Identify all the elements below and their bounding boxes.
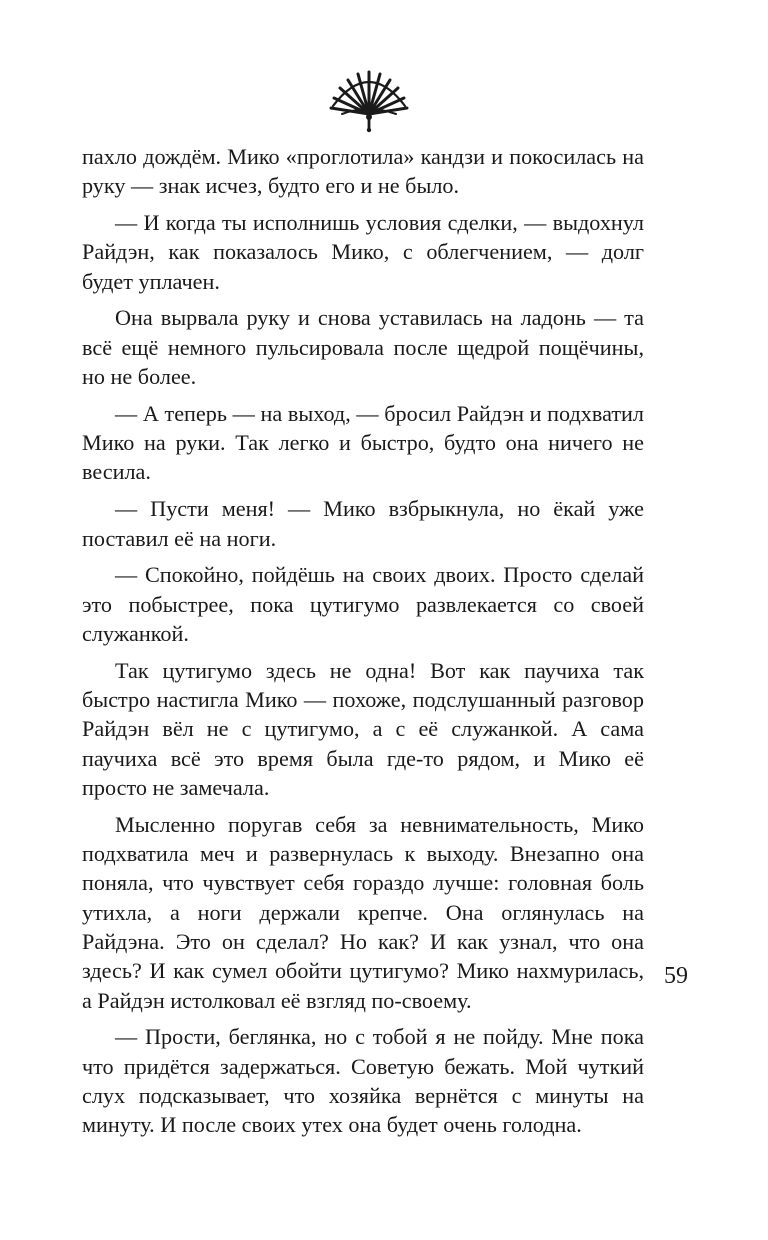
paragraph: пахло дождём. Мико «проглотила» кандзи и покосилась на руку — знак исчез, будто его и не было.	[82, 144, 644, 199]
paragraph: — Прости, беглянка, но с тобой я не пойду. Мне пока что придётся задержаться. Советую бежать. Мой чуткий слух подсказывает, что хозяйка вернётся с минуты на минуту. И после своих утех она будет очень голодна.	[82, 1024, 644, 1138]
paragraph: Мысленно поругав себя за невнимательность, Мико подхватила меч и развернулась к выходу. Внезапно она поняла, что чувствует себя гораздо лучше: головная боль утихла, а ноги держали крепче. Она оглянулась на Райдэна. Это он сделал? Но как? И как узнал, что она здесь? И как сумел обойти цутигумо? Мико нахмурилась, а Райдэн истолковал её взгляд по-своему.	[82, 811, 644, 1013]
paragraph: — И когда ты исполнишь условия сделки, — выдохнул Райдэн, как показалось Мико, с облегчением, — долг будет уплачен.	[82, 210, 644, 294]
paragraph: Она вырвала руку и снова уставилась на ладонь — та всё ещё немного пульсировала после щедрой пощёчины, но не более.	[82, 305, 644, 390]
paragraph: — А теперь — на выход, — бросил Райдэн и подхватил Мико на руки. Так легко и быстро, будто она ничего не весила.	[82, 400, 644, 485]
paragraph: Так цутигумо здесь не одна! Вот как паучиха так быстро настигла Мико — похоже, подслушанный разговор Райдэн вёл не с цутигумо, а с её служанкой. А сама паучиха всё это время была где-то рядом, и Мико её просто не замечала.	[82, 657, 644, 800]
main-text	[82, 142, 644, 1147]
paragraph: — Спокойно, пойдёшь на своих двоих. Просто сделай это побыстрее, пока цутигумо развлекается со своей служанкой.	[82, 562, 644, 646]
paragraph: — Пусти меня! — Мико взбрыкнула, но ёкай уже поставил её на ноги.	[82, 496, 644, 551]
fan-icon	[328, 68, 410, 134]
page-number: 59	[664, 963, 688, 989]
